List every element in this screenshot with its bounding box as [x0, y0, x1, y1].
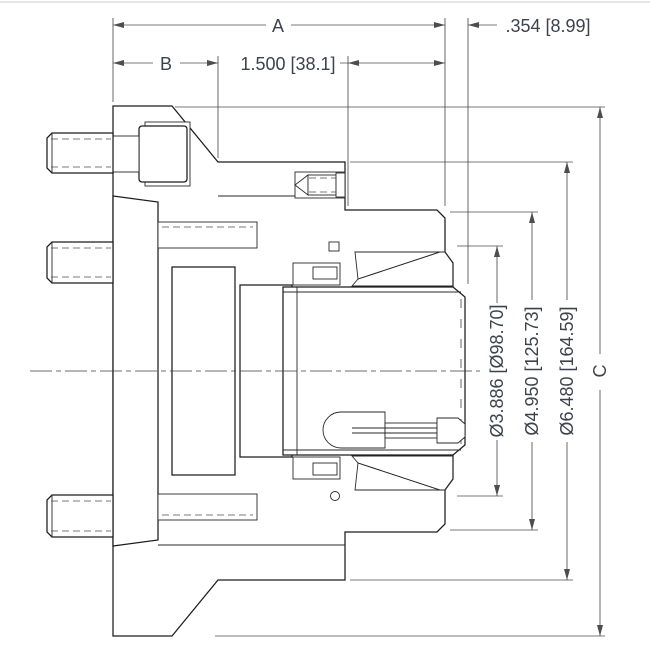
set-screw	[295, 172, 345, 198]
wheel-stud-top	[47, 133, 113, 173]
bearing-spacer-lower	[293, 457, 340, 479]
detent-ball	[331, 492, 340, 501]
locking-key	[329, 242, 339, 251]
dia-label-body: Ø6.480 [164.59]	[557, 306, 577, 436]
dim-label-a: A	[271, 16, 285, 36]
threaded-barrel-upper	[158, 222, 257, 248]
dia-label-step: Ø4.950 [125.73]	[522, 306, 542, 436]
dia-label-pilot: Ø3.886 [Ø98.70]	[487, 304, 507, 438]
collet-seat-lower	[352, 456, 453, 490]
stud-head-pocket	[113, 122, 190, 186]
wheel-stud-middle	[47, 242, 113, 283]
dimension-dia-pilot	[487, 246, 507, 496]
threaded-barrel-lower	[158, 494, 257, 520]
bearing-spacer-upper	[293, 263, 340, 285]
dim-label-insert-depth: 1.500 [38.1]	[240, 54, 336, 74]
dimension-insert-depth	[240, 54, 445, 74]
collet-seat-upper	[352, 252, 453, 286]
wheel-studs	[47, 133, 113, 537]
dimension-c	[590, 107, 610, 636]
dim-label-c: C	[590, 364, 610, 378]
dimension-b	[113, 54, 218, 74]
dim-label-face-offset: .354 [8.99]	[505, 16, 591, 36]
dimension-face-offset	[468, 16, 591, 36]
dim-label-b: B	[159, 54, 173, 74]
dimension-dia-body	[557, 162, 577, 580]
wheel-stud-bottom	[47, 495, 113, 537]
dimension-a	[113, 16, 445, 36]
dimension-dia-step	[522, 212, 542, 530]
